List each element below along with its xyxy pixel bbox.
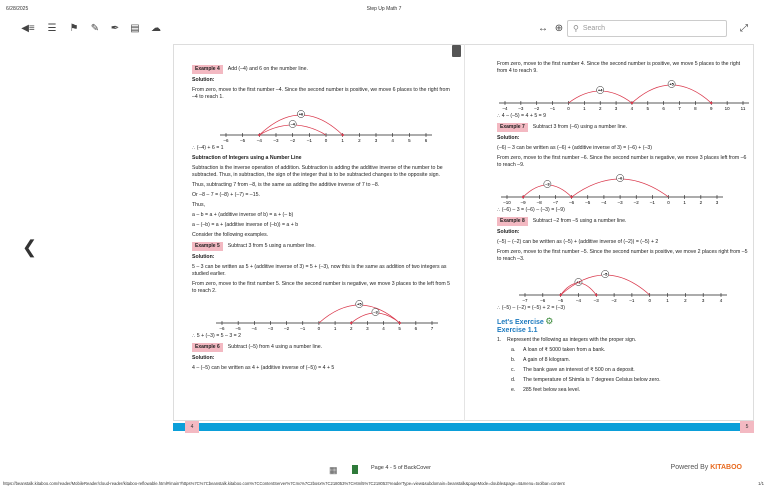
tick-label: 4 [382,326,385,331]
print-url: https://beanstalk.kitaboo.com/reader/MobileReader/cloud-reader/kitaboo-reflowable.html#/main?https%7C%7Cbeanstalk.kitaboo.com%7CContentServer%7Cmc%7C2bosx%7C218053%7CHtml5%7C218053?readerType=view&subdomain=beanstalk&pageMode=double&page=4&menu=toolbar=content [3,481,565,486]
tick-label: 6 [414,326,418,331]
tick-label: 1 [683,200,686,205]
tick-label: –3 [593,298,599,303]
tick-label: 0 [667,200,670,205]
arc-endpoint [522,196,524,198]
item-letter: b. [511,357,516,363]
jump-label: –6 [617,175,623,181]
item-letter: d. [511,377,516,383]
exercise-item [497,387,749,394]
tick-label: 0 [567,106,570,111]
example-text: Subtract 3 from (–6) using a number line. [532,124,628,130]
tick-label: 4 [719,298,723,303]
tick-label: 5 [646,106,650,111]
pen-icon[interactable]: ✒ [110,22,120,34]
example-tag: Example 4 [192,65,223,74]
example-text: Subtract 3 from 5 using a number line. [227,243,316,249]
number-line-5 [497,265,749,303]
item-text: 285 feet below sea level. [523,387,581,393]
result-text: ∴ (–4) + 6 = 1 [192,145,224,151]
list-icon[interactable]: ☰ [47,22,57,34]
item-text: The temperature of Shimla is 7 degrees Celsius below zero. [523,377,661,383]
tick-label: –7 [552,200,558,205]
tick-label: 11 [740,106,746,111]
item-text: A loan of ₹ 5000 taken from a bank. [523,347,606,353]
zoom-icon[interactable]: ⊕ [554,22,564,34]
tick-label: 1 [333,326,337,331]
item-letter: e. [511,387,516,393]
tick-label: –6 [569,200,575,205]
paragraph: a – (–b) = a + (additive inverse of (–b)) = a + b [192,222,299,228]
number-line-4 [497,171,749,205]
arc-endpoint [341,134,343,136]
tick-label: –8 [536,200,542,205]
solution-text: 5 – 3 can be written as 5 + (additive inverse of 3) = 5 + (–3), now this is the same as addition of two integers as studied earlier. [192,264,447,277]
jump-label: –3 [373,309,378,315]
result-text: ∴ 5 + (–3) = 5 – 3 = 2 [192,333,242,339]
tick-label: –4 [256,138,262,143]
highlight-icon[interactable]: ✎ [90,22,100,34]
jump-arc [561,275,650,295]
search-icon: ⚲ [573,24,579,33]
section-heading: Subtraction of Integers using a Number Line [192,155,302,161]
powered-by [671,464,742,471]
arc-endpoint [710,102,712,104]
jump-arc [259,115,342,135]
example-tag: Example 7 [497,123,528,132]
left-page [192,45,452,422]
tick-label: –3 [273,138,279,143]
example-tag: Example 8 [497,217,528,226]
exercise-item [497,347,749,354]
bottom-bar [0,462,768,478]
page-info: Page 4 - 5 of BackCover [371,465,431,471]
solution-text: From zero, move to the first number –4. Since the second number is positive, we move 6 places to the right from –4 to reach 1. [192,87,450,100]
item-text: A gain of 8 kilogram. [523,357,571,363]
tick-label: –9 [520,200,526,205]
arc-endpoint [559,294,561,296]
print-date: 6/28/2025 [6,6,29,12]
arc-endpoint [570,196,572,198]
example-text: Add (–4) and 6 on the number line. [227,66,308,72]
arc-endpoint [350,322,352,324]
question-text: Represent the following as integers with the proper sign. [507,337,637,343]
exercise-item [497,367,749,374]
tick-label: 2 [598,106,602,111]
tick-label: 2 [358,138,361,143]
jump-label: +2 [576,279,581,285]
jump-label: +5 [357,301,362,307]
exercise-title: Exercise 1.1 [497,327,538,334]
tick-label: –5 [240,138,246,143]
solution-label: Solution: [192,355,215,361]
tick-label: –1 [649,200,655,205]
exercise-illustration-icon: ⚙ [545,316,554,326]
tick-label: –3 [267,326,273,331]
paragraph: From zero, move to the first number 4. Since the second number is positive, we move 5 places to the right from 4 to reach 9. [497,61,741,74]
item-letter: a. [511,347,516,353]
fit-width-icon[interactable]: ↔ [538,22,548,34]
tick-label: –6 [223,138,229,143]
result-text: ∴ (–6) – 3 = (–6) – (–3) = (–9) [497,207,565,213]
book-spine [464,44,465,421]
tick-label: 3 [614,106,618,111]
right-page [497,45,749,422]
solution-text: 4 – (–5) can be written as 4 + (additive inverse of (–5)) = 4 + 5 [192,365,335,371]
tick-label: –5 [235,326,241,331]
tick-label: 6 [424,138,428,143]
tick-label: –1 [550,106,556,111]
example-text: Subtract (–5) from 4 using a number line. [227,344,323,350]
tick-label: –10 [503,200,511,205]
lets-exercise-heading: Let's Exercise [497,319,544,326]
paragraph: Thus, subtracting 7 from –8, is the same as adding the additive inverse of 7 to –8. [192,182,380,188]
page-scroll-handle[interactable] [452,45,461,57]
number-line-1 [192,103,452,143]
fullscreen-icon[interactable]: ⤢ [740,22,748,34]
notes-icon[interactable]: ▤ [130,22,140,34]
tick-label: –2 [284,326,290,331]
tick-label: 8 [694,106,697,111]
page-progress-bar[interactable] [173,423,754,431]
toc-back-icon[interactable]: ◀≡ [21,22,35,34]
tick-label: 4 [630,106,634,111]
result-text: ∴ 4 – (–5) = 4 + 5 = 9 [497,113,547,119]
powered-by-label: Powered By [670,464,709,471]
tick-label: –2 [290,138,296,143]
tick-label: 2 [699,200,703,205]
jump-label: –3 [545,181,550,187]
tick-label: –1 [629,298,635,303]
exercise-item [497,357,749,364]
brand-logo: KITABOO [710,464,742,471]
paragraph: Thus, [192,202,205,208]
tick-label: 1 [666,298,669,303]
jump-label: +4 [597,87,603,93]
tick-label: 2 [684,298,687,303]
example-text: Subtract –2 from –5 using a number line. [532,218,627,224]
example-tag: Example 6 [192,343,223,352]
solution-label: Solution: [497,135,520,141]
question-items [497,347,749,394]
number-line-2 [192,297,452,331]
paragraph: a – b = a + (additive inverse of b) = a + (– b) [192,212,294,218]
tick-label: 3 [374,138,378,143]
right-page-number[interactable]: 5 [740,421,754,433]
tick-label: –7 [522,298,528,303]
tick-label: 3 [366,326,369,331]
arc-endpoint [595,294,597,296]
tick-label: 5 [408,138,411,143]
tick-label: 5 [398,326,401,331]
tick-label: 1 [583,106,586,111]
paragraph: Or –8 – 7 = (–8) + (–7) = –15. [192,192,260,198]
reader-toolbar [0,17,768,41]
solution-text: From zero, move to the first number –6. Since the second number is negative, we move 3 places left from –6 to reach –9. [497,155,747,168]
tick-label: 6 [662,106,665,111]
exercise-item [497,377,749,384]
tick-label: 0 [324,138,328,143]
tick-label: –2 [633,200,639,205]
paragraph: Subtraction is the inverse operation of addition. Subtraction is adding the additive inverse of the number to be subtracted. Thus, in subtraction, the sign of the integer that is to be subtracted changes to the opposite sign. [192,165,443,178]
tick-label: 3 [701,298,705,303]
tick-label: 9 [710,106,713,111]
tick-label: 7 [430,326,434,331]
tick-label: –5 [585,200,591,205]
bookmark-icon[interactable]: ⚑ [69,22,79,34]
item-letter: c. [511,367,516,373]
result-text: ∴ (–5) – (–2) = (–5) + 2 = (–3) [497,305,566,311]
solution-text: From zero, move to the first number 5. Since the second number is negative, we move 3 places to the left from 5 to reach 2. [192,281,451,294]
tick-label: –4 [502,106,508,111]
tick-label: –2 [534,106,540,111]
tick-label: 1 [341,138,344,143]
tick-label: –5 [558,298,564,303]
solution-label: Solution: [192,77,215,83]
jump-label: +6 [298,111,304,117]
print-page-count: 1/1 [758,481,764,486]
tick-label: 7 [678,106,681,111]
search-placeholder: Search [582,25,606,32]
tick-label: –2 [611,298,617,303]
tick-label: –6 [219,326,225,331]
jump-label: +5 [669,81,674,87]
tick-label: –1 [300,326,306,331]
solution-text: (–5) – (–2) can be written as (–5) + (additive inverse of (–2)) = (–5) + 2 [497,239,659,245]
tick-label: 3 [715,200,719,205]
book-icon[interactable] [352,465,358,474]
left-page-number[interactable]: 4 [185,421,199,433]
paragraph: Consider the following examples. [192,232,269,238]
question-number: 1. [497,337,502,343]
prev-page-arrow[interactable]: ❮ [22,237,38,257]
tick-label: –6 [540,298,546,303]
cloud-icon[interactable]: ☁ [151,22,161,34]
jump-label: –5 [602,271,608,277]
solution-text: From zero, move to the first number –5. Since the second number is positive, we move 2 places right from –5 to reach –3. [497,249,748,262]
tick-label: 4 [391,138,394,143]
thumbnail-grid-icon[interactable]: ▦ [329,465,338,475]
tick-label: 2 [349,326,353,331]
tick-label: –4 [575,298,581,303]
tick-label: –3 [617,200,623,205]
solution-label: Solution: [192,254,215,260]
tick-label: 0 [317,326,321,331]
print-title: Step Up Math 7 [366,6,402,12]
jump-label: –4 [290,121,295,127]
item-text: The bank gave an interest of ₹ 500 on a deposit. [523,367,635,373]
example-tag: Example 5 [192,242,223,251]
solution-label: Solution: [497,229,520,235]
tick-label: –3 [518,106,524,111]
tick-label: 10 [724,106,730,111]
number-line-3 [497,77,749,111]
tick-label: –1 [306,138,312,143]
tick-label: 0 [648,298,651,303]
solution-text: (–6) – 3 can be written as (–6) + (additive inverse of 3) = (–6) + (–3) [497,145,652,151]
tick-label: –4 [601,200,607,205]
search-input[interactable] [567,20,727,37]
tick-label: –4 [251,326,257,331]
